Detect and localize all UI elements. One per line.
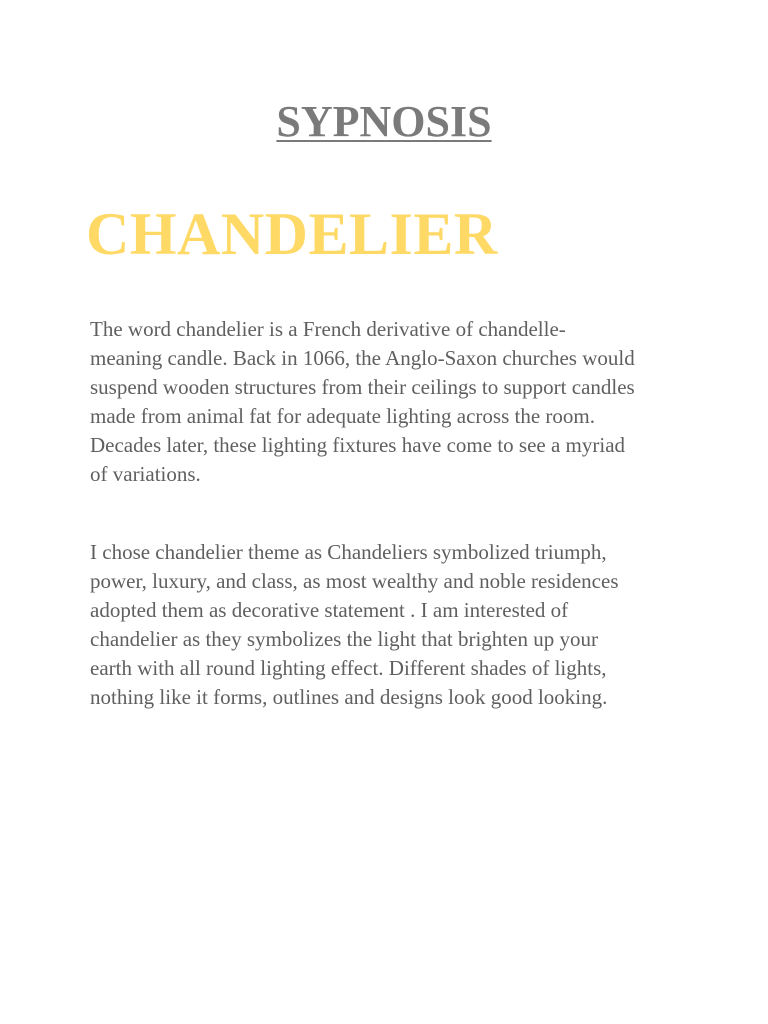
paragraph-line: chandelier as they symbolizes the light that brighten up your (90, 627, 598, 651)
paragraph-line: The word chandelier is a French derivative of chandelle- (90, 317, 566, 341)
paragraph-line: made from animal fat for adequate lighting across the room. (90, 404, 595, 428)
synopsis-heading: SYPNOSIS (276, 97, 492, 146)
paragraph-line: of variations. (90, 462, 201, 486)
paragraph-origin (90, 315, 690, 489)
paragraph-theme (90, 538, 690, 712)
paragraph-line: meaning candle. Back in 1066, the Anglo-Saxon churches would (90, 346, 635, 370)
paragraph-line: nothing like it forms, outlines and designs look good looking. (90, 685, 608, 709)
chandelier-title: CHANDELIER (86, 201, 498, 267)
paragraph-line: power, luxury, and class, as most wealthy and noble residences (90, 569, 619, 593)
paragraph-line: I chose chandelier theme as Chandeliers symbolized triumph, (90, 540, 607, 564)
paragraph-line: Decades later, these lighting fixtures have come to see a myriad (90, 433, 626, 457)
paragraph-line: adopted them as decorative statement . I am interested of (90, 598, 569, 622)
paragraph-line: suspend wooden structures from their ceilings to support candles (90, 375, 635, 399)
paragraph-line: earth with all round lighting effect. Different shades of lights, (90, 656, 607, 680)
